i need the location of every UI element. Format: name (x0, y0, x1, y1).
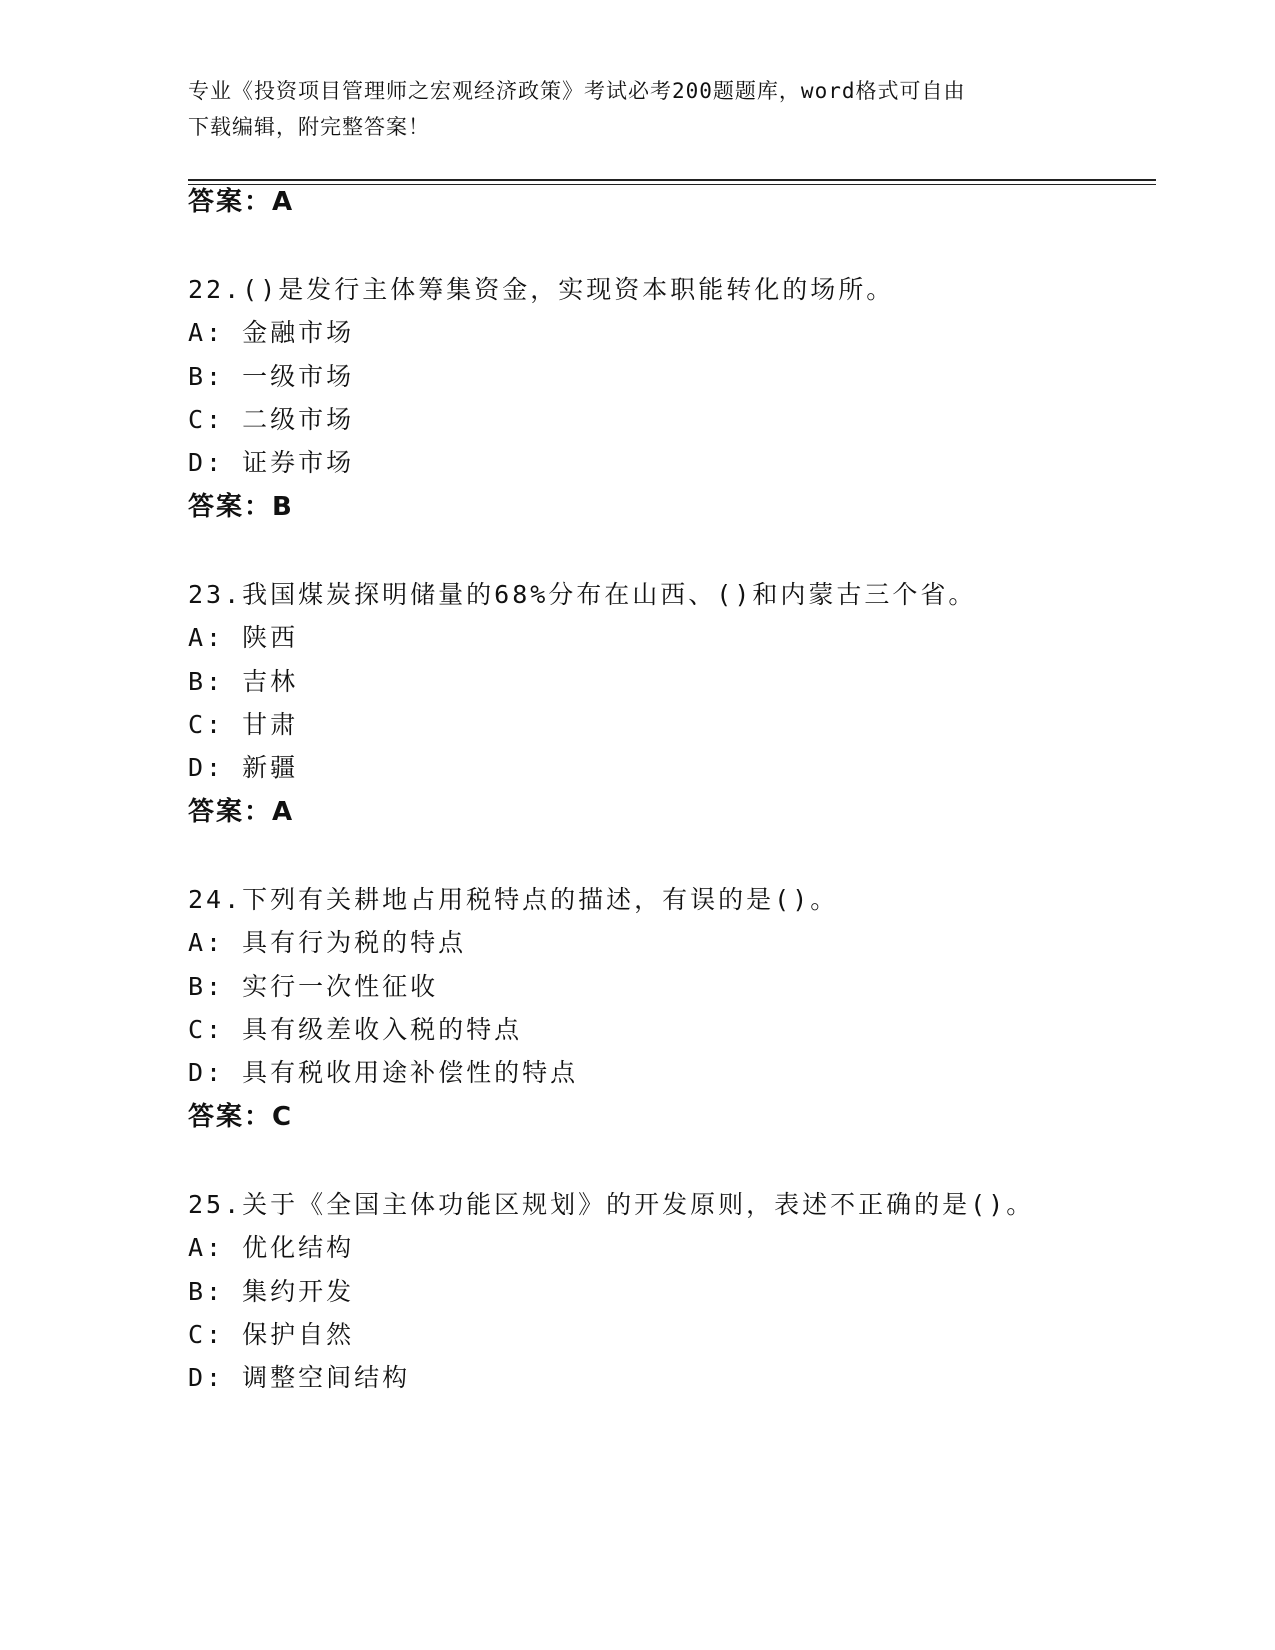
question-24-answer: 答案：C (188, 1102, 294, 1132)
question-24-option-d: D: 具有税收用途补偿性的特点 (188, 1058, 579, 1087)
question-22-answer: 答案：B (188, 492, 294, 522)
question-25-option-b: B: 集约开发 (188, 1277, 355, 1306)
document-header (188, 73, 1068, 145)
question-25-option-c: C: 保护自然 (188, 1320, 355, 1349)
question-23-option-d: D: 新疆 (188, 753, 299, 782)
question-22-option-c: C: 二级市场 (188, 405, 355, 434)
question-23-stem: 23.我国煤炭探明储量的68%分布在山西、()和内蒙古三个省。 (188, 580, 977, 609)
header-line-2: 下载编辑，附完整答案！ (188, 115, 430, 139)
header-divider-thick (188, 179, 1156, 181)
question-25-option-d: D: 调整空间结构 (188, 1363, 411, 1392)
question-23-answer: 答案：A (188, 797, 295, 827)
question-23-option-b: B: 吉林 (188, 667, 299, 696)
answer-previous: 答案：A (188, 187, 295, 217)
question-24-option-b: B: 实行一次性征收 (188, 972, 439, 1001)
header-divider-thin (188, 184, 1156, 185)
question-22-option-b: B: 一级市场 (188, 362, 355, 391)
question-24-stem: 24.下列有关耕地占用税特点的描述，有误的是()。 (188, 885, 839, 914)
question-22-option-a: A: 金融市场 (188, 318, 355, 347)
question-25-option-a: A: 优化结构 (188, 1233, 355, 1262)
question-23-option-a: A: 陕西 (188, 623, 299, 652)
question-23-option-c: C: 甘肃 (188, 710, 299, 739)
question-24-option-c: C: 具有级差收入税的特点 (188, 1015, 523, 1044)
question-24-option-a: A: 具有行为税的特点 (188, 928, 467, 957)
header-line-1: 专业《投资项目管理师之宏观经济政策》考试必考200题题库，word格式可自由 (188, 79, 966, 103)
question-22-stem: 22.()是发行主体筹集资金，实现资本职能转化的场所。 (188, 275, 895, 304)
question-22-option-d: D: 证券市场 (188, 448, 355, 477)
question-25-stem: 25.关于《全国主体功能区规划》的开发原则，表述不正确的是()。 (188, 1190, 1035, 1219)
